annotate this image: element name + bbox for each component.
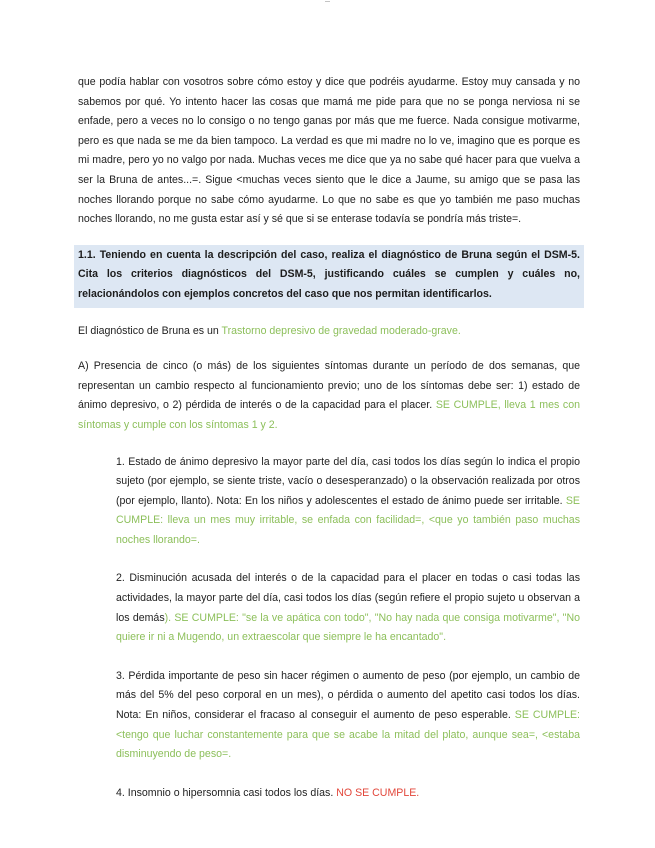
symptom-text: 2. Disminución acusada del interés o de la capacidad para el placer en todas o casi todas las actividades, la mayor parte del día, casi todos los días (según refiere el propio sujeto u observan a los demás <box>116 572 580 624</box>
document-body <box>78 73 580 803</box>
question-text: 1.1. Teniendo en cuenta la descripción del caso, realiza el diagnóstico de Bruna según el DSM-5. Cita los criterios diagnósticos del DSM-5, justificando cuáles se cumplen y cuáles no, relacionándolos con ejemplos concretos del caso que nos permitan identificarlos. <box>78 248 580 300</box>
diagnosis-paragraph <box>78 322 580 342</box>
symptom-item-3 <box>116 667 580 765</box>
symptom-verdict-met: ). SE CUMPLE: "se la ve apática con todo", "No hay nada que consiga motivarme", "No quiere ir ni a Mugendo, un extraescolar que siempre le ha encantado". <box>116 611 580 644</box>
diagnosis-value: Trastorno depresivo de gravedad moderado-grave. <box>221 324 461 337</box>
symptom-verdict-not-met: NO SE CUMPLE. <box>336 786 420 799</box>
symptom-verdict-met: SE CUMPLE: <tengo que luchar constantemente para que se acabe la mitad del plato, aunque sea=, <estaba disminuyendo de peso=. <box>116 709 580 761</box>
question-highlight-box <box>74 245 584 308</box>
symptom-item-2 <box>116 569 580 647</box>
criterion-a-verdict: SE CUMPLE, lleva 1 mes con síntomas y cumple con los síntomas 1 y 2. <box>78 399 581 431</box>
criterion-a-paragraph <box>78 357 580 435</box>
criterion-a-text: A) Presencia de cinco (o más) de los siguientes síntomas durante un período de dos semanas, que representan un cambio respecto al funcionamiento previo; uno de los síntomas debe ser: 1) estado de ánimo depresivo, o 2) pérdida de interés o de la capacidad para el placer. <box>78 360 580 412</box>
diagnosis-prefix: El diagnóstico de Bruna es un <box>78 324 222 337</box>
symptom-item-4 <box>116 784 580 804</box>
symptom-item-1 <box>116 453 580 551</box>
symptom-text: 1. Estado de ánimo depresivo la mayor parte del día, casi todos los días según lo indica el propio sujeto (por ejemplo, se siente triste, vacío o desesperanzado) o la observación realizada por otros (por ejemplo, llanto). Nota: En los niños y adolescentes el estado de ánimo puede ser irritable. <box>116 455 580 507</box>
page-number-mark: — <box>325 0 330 5</box>
symptom-text: 3. Pérdida importante de peso sin hacer régimen o aumento de peso (por ejemplo, un cambio de más del 5% del peso corporal en un mes), o pérdida o aumento del apetito casi todos los días. Nota: En niños, considerar el fracaso al conseguir el aumento de peso esperable. <box>116 669 580 722</box>
case-intro-paragraph: que podía hablar con vosotros sobre cómo estoy y dice que podréis ayudarme. Estoy muy cansada y no sabemos por qué. Yo intento hacer las cosas que mamá me pide para que no se ponga nerviosa ni se enfade, pero a veces no lo consigo o no tengo ganas por más que me fuerce. Nada consigue motivarme, pero es que nada se me da bien tampoco. La verdad es que mi madre no lo ve, imagino que es porque es mi madre, pero yo no valgo por nada. Muchas veces me dice que ya no sabe qué hacer para que vuelva a ser la Bruna de antes...=. Sigue <muchas veces siento que le dice a Jaume, su amigo que se pasa las noches llorando porque no sabe cómo ayudarme. Lo que no sabe es que yo también me paso muchas noches llorando, no me gusta estar así y sé que si se enterase todavía se pondría más triste=. <box>78 76 580 226</box>
symptom-verdict-met: SE CUMPLE: lleva un mes muy irritable, se enfada con facilidad=, <que yo también paso muchas noches llorando=. <box>116 494 580 546</box>
symptom-list <box>78 453 580 804</box>
symptom-text: 4. Insomnio o hipersomnia casi todos los días. <box>116 786 337 799</box>
